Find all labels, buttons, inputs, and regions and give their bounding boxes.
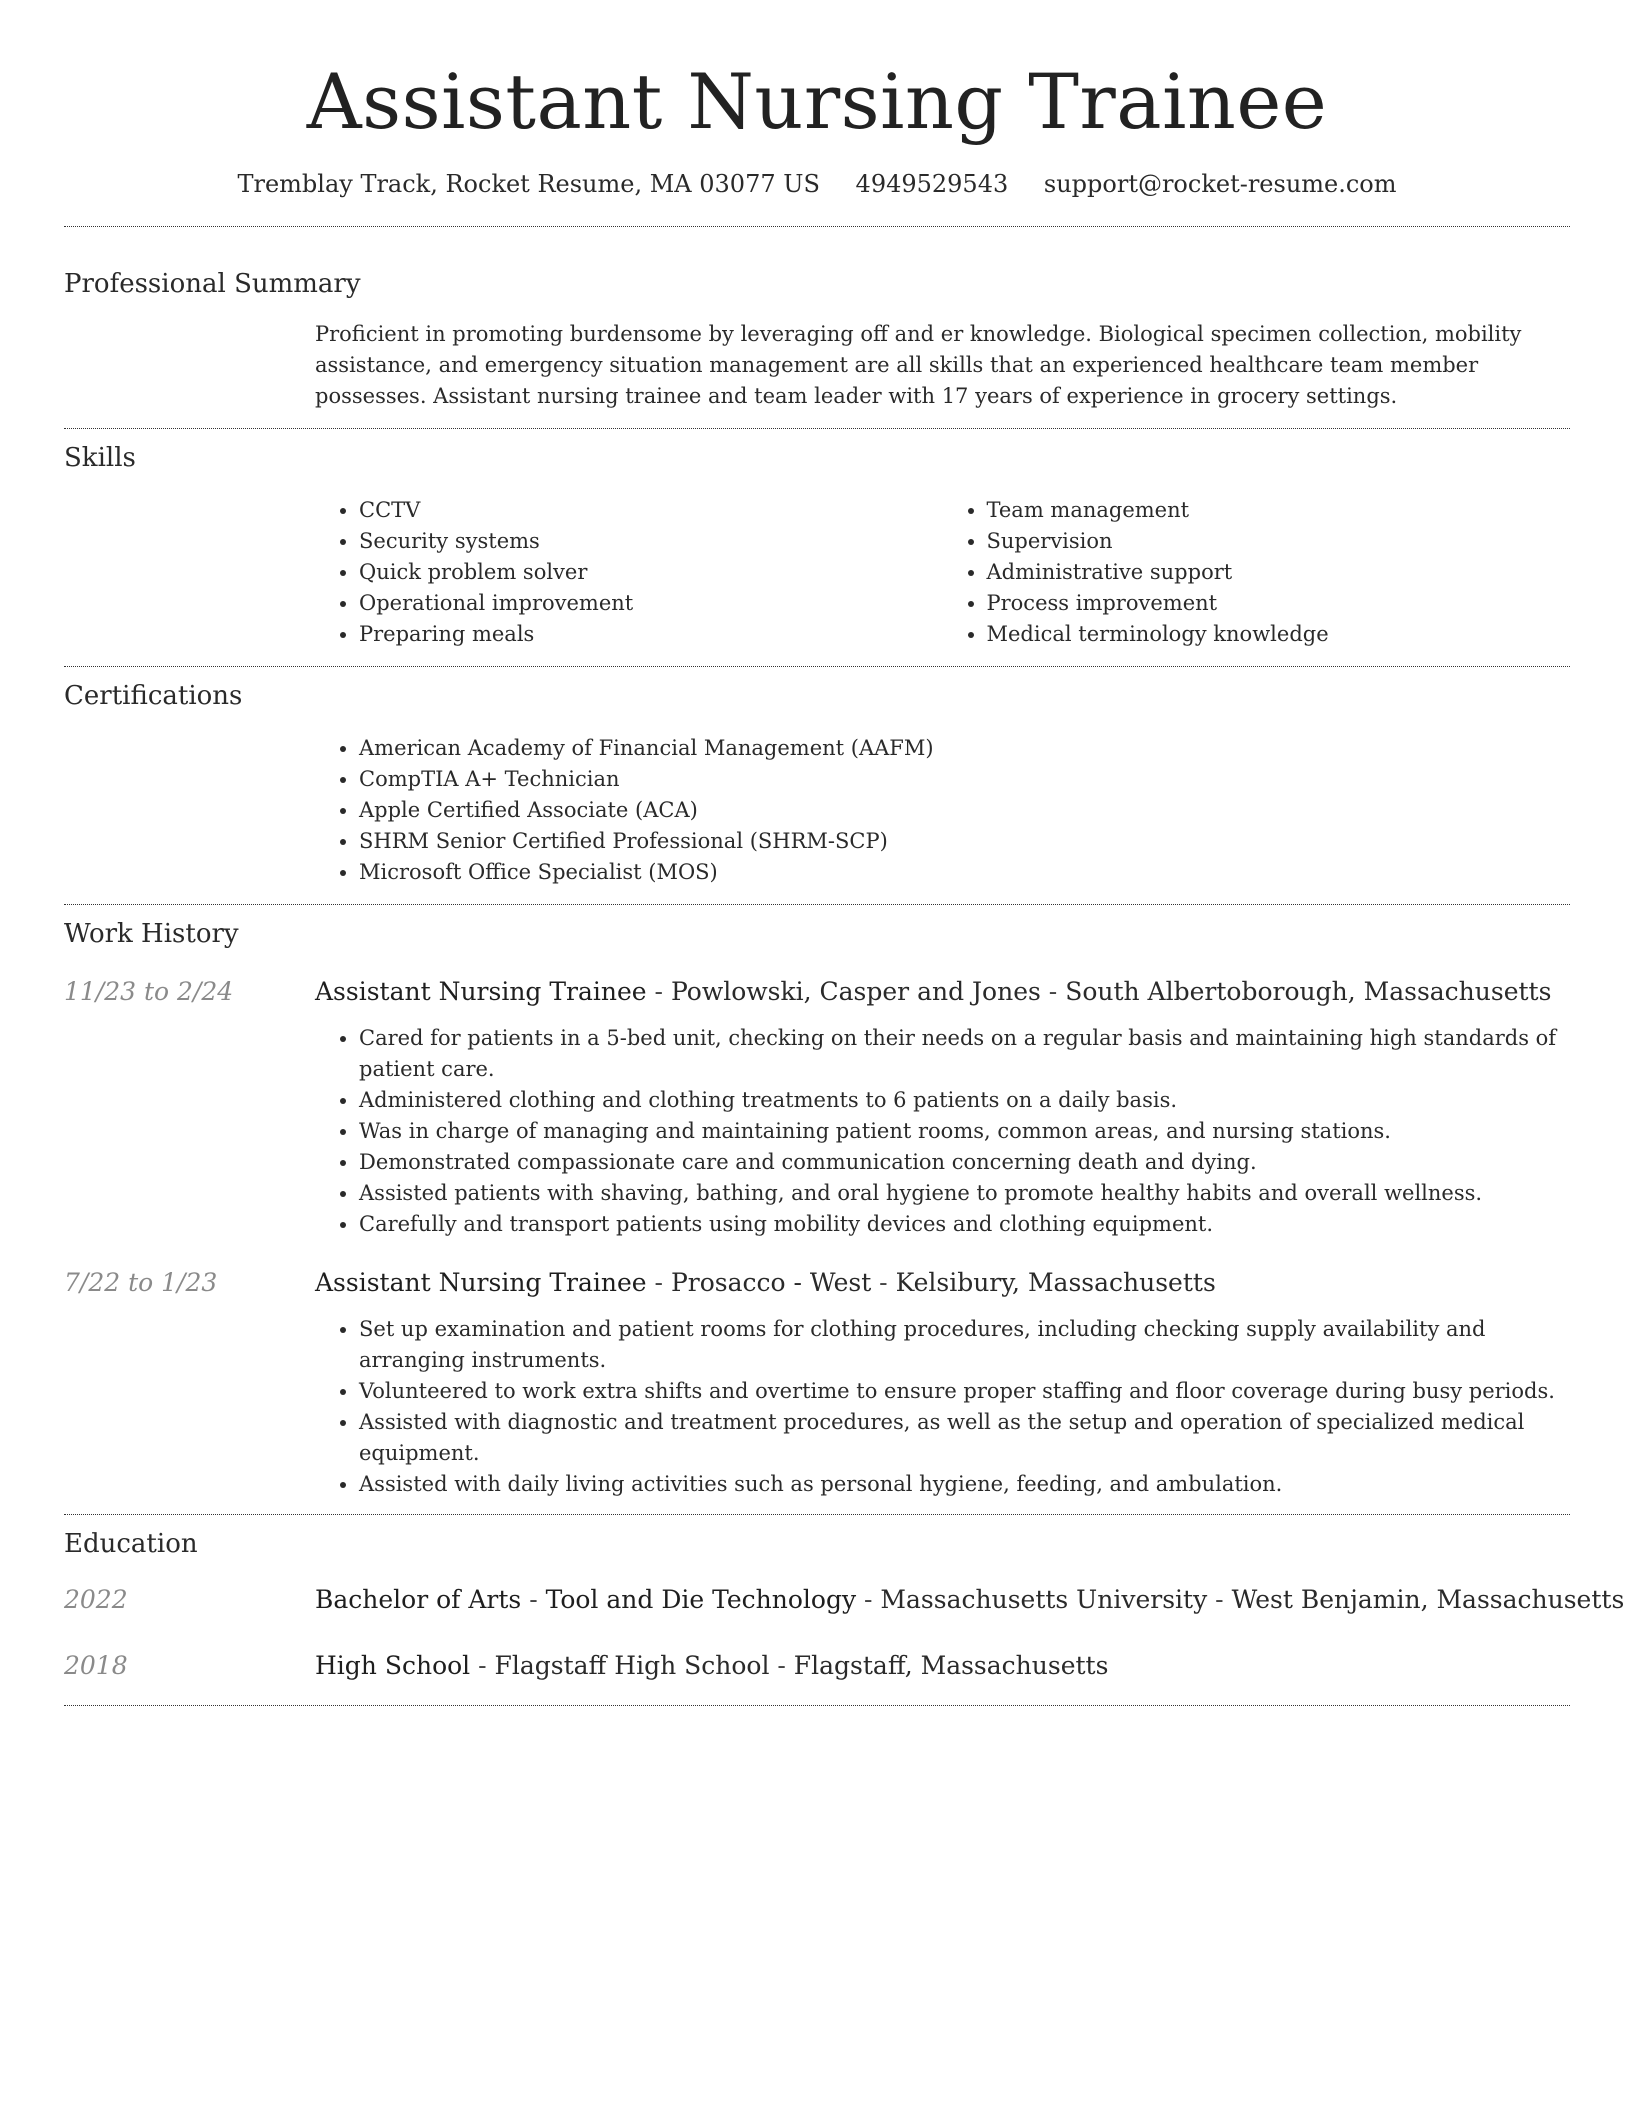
skill-item: • Team management: [987, 495, 1571, 526]
work-history-section: [64, 917, 1570, 1500]
education-school: Massachusetts University: [880, 1585, 1208, 1614]
address: Tremblay Track, Rocket Resume, MA 03077 US: [237, 170, 820, 198]
certification-item: • Microsoft Office Specialist (MOS): [359, 857, 1570, 888]
divider: [64, 666, 1570, 667]
divider: [64, 1514, 1570, 1515]
job-bullets: [315, 1023, 1570, 1240]
job-bullet: • Assisted with daily living activities such as personal hygiene, feeding, and ambulation.: [359, 1469, 1570, 1500]
job-location: South Albertoborough, Massachusetts: [1065, 977, 1552, 1006]
certifications-section: [64, 679, 1570, 888]
education-year: 2022: [64, 1585, 128, 1614]
education-heading: High School - Flagstaff High School - Flagstaff, Massachusetts: [315, 1651, 1109, 1680]
section-title-summary: Professional Summary: [64, 269, 361, 299]
job-bullet: • Was in charge of managing and maintaining patient rooms, common areas, and nursing stations.: [359, 1116, 1570, 1147]
certification-item: • CompTIA A+ Technician: [359, 764, 1570, 795]
job-bullet: • Carefully and transport patients using mobility devices and clothing equipment.: [359, 1209, 1570, 1240]
job-heading: Assistant Nursing Trainee - Powlowski, Casper and Jones - South Albertoborough, Massachusetts: [315, 977, 1552, 1006]
section-title-certifications: Certifications: [64, 681, 243, 711]
education-location: West Benjamin, Massachusetts: [1231, 1585, 1625, 1614]
education-degree: High School: [315, 1651, 471, 1680]
education-entry: [64, 1649, 1570, 1683]
job-role: Assistant Nursing Trainee: [315, 1268, 647, 1297]
divider: [64, 904, 1570, 905]
divider: [64, 226, 1570, 227]
job-heading: Assistant Nursing Trainee - Prosacco - West - Kelsibury, Massachusetts: [315, 1268, 1216, 1297]
certification-item: • SHRM Senior Certified Professional (SHRM-SCP): [359, 826, 1570, 857]
job-bullet: • Assisted patients with shaving, bathing, and oral hygiene to promote healthy habits and overall wellness.: [359, 1178, 1570, 1209]
certification-item: • Apple Certified Associate (ACA): [359, 795, 1570, 826]
contact-line: [64, 168, 1570, 200]
phone-number: 4949529543: [855, 170, 1009, 198]
divider: [64, 1705, 1570, 1706]
skill-item: • Security systems: [359, 526, 943, 557]
job-bullet: • Demonstrated compassionate care and communication concerning death and dying.: [359, 1147, 1570, 1178]
job-dates: 11/23 to 2/24: [64, 977, 234, 1006]
skills-list-left: [315, 495, 943, 650]
skills-section: [64, 441, 1570, 650]
skill-item: • Process improvement: [987, 588, 1571, 619]
skill-item: • Preparing meals: [359, 619, 943, 650]
job-role: Assistant Nursing Trainee: [315, 977, 647, 1006]
education-year: 2018: [64, 1651, 128, 1680]
section-title-work-history: Work History: [64, 919, 239, 949]
education-degree: Bachelor of Arts: [315, 1585, 522, 1614]
job-entry: [64, 1266, 1570, 1500]
skill-item: • CCTV: [359, 495, 943, 526]
skill-item: • Quick problem solver: [359, 557, 943, 588]
job-bullet: • Set up examination and patient rooms for clothing procedures, including checking supply availability and arranging instruments.: [359, 1314, 1570, 1376]
education-field: Tool and Die Technology: [545, 1585, 857, 1614]
job-bullet: • Assisted with diagnostic and treatment procedures, as well as the setup and operation of specialized medical equipment.: [359, 1407, 1570, 1469]
job-bullet: • Volunteered to work extra shifts and overtime to ensure proper staffing and floor coverage during busy periods.: [359, 1376, 1570, 1407]
job-bullets: [315, 1314, 1570, 1500]
skill-item: • Supervision: [987, 526, 1571, 557]
certification-item: • American Academy of Financial Management (AAFM): [359, 733, 1570, 764]
email-address: support@rocket-resume.com: [1043, 170, 1397, 198]
skill-item: • Operational improvement: [359, 588, 943, 619]
job-dates: 7/22 to 1/23: [64, 1268, 218, 1297]
education-entry: [64, 1583, 1625, 1617]
section-title-skills: Skills: [64, 443, 136, 473]
skill-item: • Administrative support: [987, 557, 1571, 588]
resume-page: [64, 0, 1625, 1706]
job-employer: Powlowski, Casper and Jones: [670, 977, 1041, 1006]
job-entry: [64, 975, 1570, 1240]
education-school: Flagstaff High School: [494, 1651, 770, 1680]
job-employer: Prosacco - West: [670, 1268, 872, 1297]
education-heading: Bachelor of Arts - Tool and Die Technology - Massachusetts University - West Benjamin, Massachusetts: [315, 1585, 1625, 1614]
job-bullet: • Cared for patients in a 5-bed unit, checking on their needs on a regular basis and maintaining high standards of patient care.: [359, 1023, 1570, 1085]
candidate-name: Assistant Nursing Trainee: [306, 57, 1328, 146]
skill-item: • Medical terminology knowledge: [987, 619, 1571, 650]
education-section: [64, 1527, 1625, 1683]
divider: [64, 428, 1570, 429]
certifications-list: [315, 733, 1570, 888]
job-bullet: • Administered clothing and clothing treatments to 6 patients on a daily basis.: [359, 1085, 1570, 1116]
summary-text: Proficient in promoting burdensome by leveraging off and er knowledge. Biological specimen collection, mobility assistance, and emergency situation management are all skills that an experienced healthcare team member possesses. Assistant nursing trainee and team leader with 17 years of experience in grocery settings.: [315, 322, 1522, 408]
skills-list-right: [943, 495, 1571, 650]
summary-section: [64, 267, 1570, 412]
education-location: Flagstaff, Massachusetts: [793, 1651, 1109, 1680]
section-title-education: Education: [64, 1529, 198, 1559]
job-location: Kelsibury, Massachusetts: [895, 1268, 1216, 1297]
